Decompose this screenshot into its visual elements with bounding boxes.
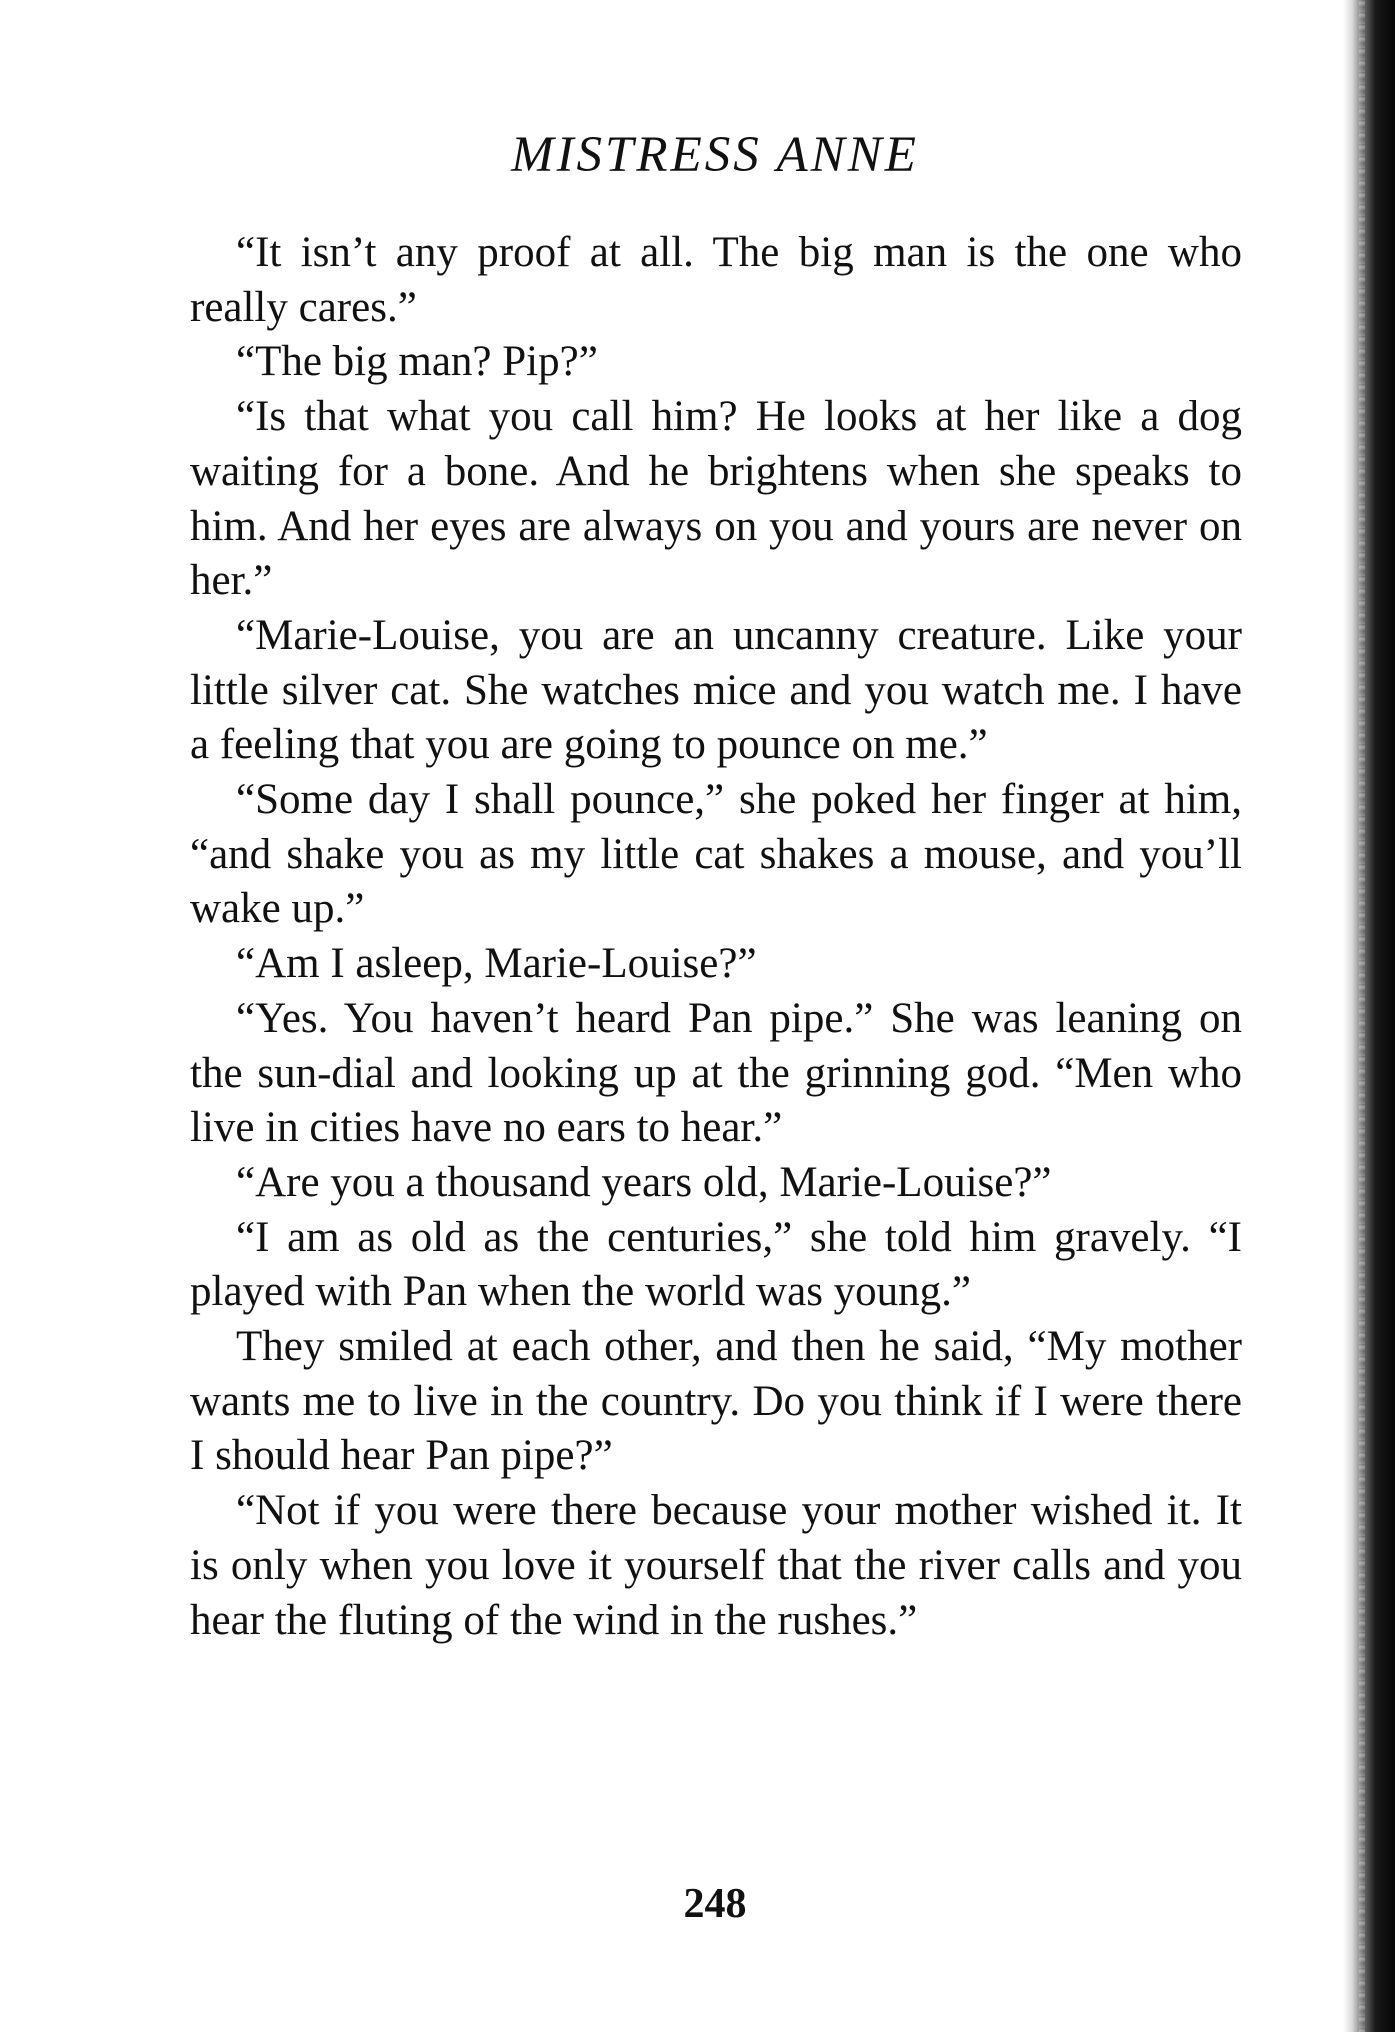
book-spine-shadow <box>1343 0 1395 2032</box>
paragraph: “I am as old as the centuries,” she told him gravely. “I played with Pan when the world was young.” <box>190 1213 1242 1316</box>
paragraph: “Am I asleep, Marie-Louise?” <box>236 940 757 988</box>
paragraph: They smiled at each other, and then he said, “My mother wants me to live in the country. Do you think if I were there I should hear Pan pipe?” <box>190 1323 1242 1480</box>
paragraph: “The big man? Pip?” <box>236 338 598 386</box>
body-text <box>190 226 1242 1648</box>
running-head: MISTRESS ANNE <box>511 127 919 183</box>
paragraph: “Yes. You haven’t heard Pan pipe.” She was leaning on the sun-dial and looking up at the grinning god. “Men who live in cities have no ears to hear.” <box>190 994 1242 1152</box>
paragraph: “Marie-Louise, you are an uncanny creature. Like your little silver cat. She watches mice and you watch me. I have a feeling that you are going to pounce on me.” <box>190 611 1242 769</box>
page-number: 248 <box>683 1881 747 1927</box>
spine-streak <box>1359 0 1365 2032</box>
paragraph: “Not if you were there because your mother wished it. It is only when you love it yourself that the river calls and you hear the fluting of the wind in the rushes.” <box>190 1487 1242 1644</box>
paragraph: “It isn’t any proof at all. The big man is the one who really cares.” <box>190 229 1242 331</box>
paragraph: “Is that what you call him? He looks at her like a dog waiting for a bone. And he brightens when she speaks to him. And her eyes are always on you and yours are never on her.” <box>190 393 1242 605</box>
paragraph: “Are you a thousand years old, Marie-Louise?” <box>236 1158 1052 1206</box>
paragraph: “Some day I shall pounce,” she poked her finger at him, “and shake you as my little cat shakes a mouse, and you’ll wake up.” <box>190 776 1242 933</box>
